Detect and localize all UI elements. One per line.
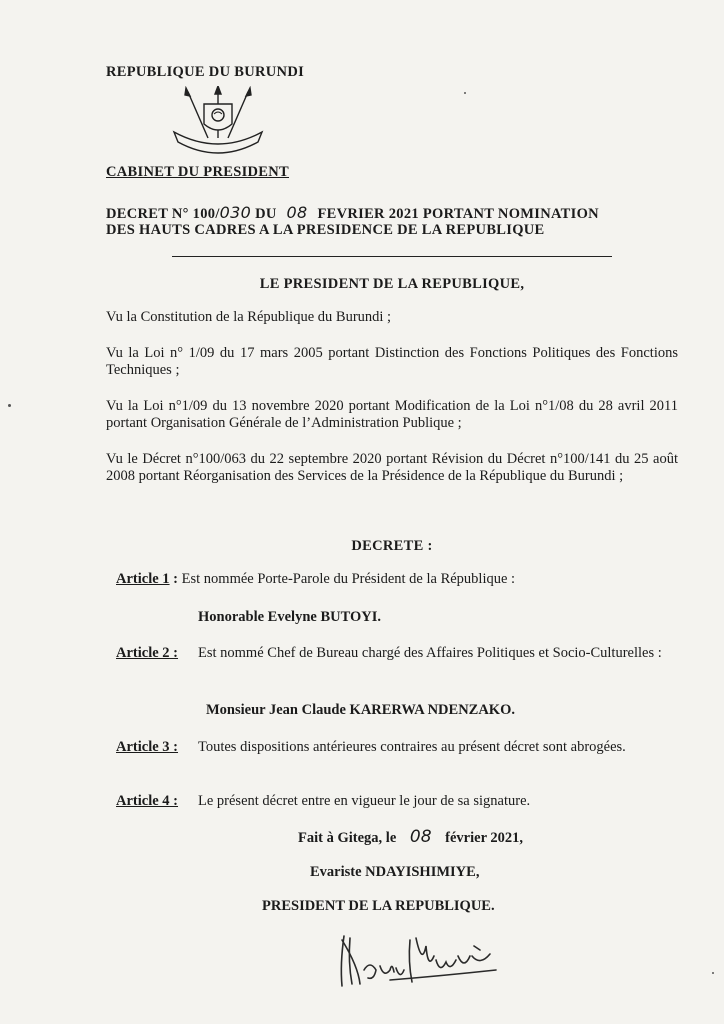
decree-du: DU — [255, 206, 277, 222]
article-1-appointee: Honorable Evelyne BUTOYI. — [198, 609, 382, 625]
cabinet-heading: CABINET DU PRESIDENT — [106, 164, 289, 180]
article-3-label-text: Article 3 — [116, 739, 170, 755]
title-divider — [172, 256, 612, 257]
decree-title-line1 — [106, 203, 599, 223]
place-date-line — [298, 829, 523, 847]
closing-day-handwritten: 08 — [409, 827, 432, 847]
article-3-text: Toutes dispositions antérieures contraires au présent décret sont abrogées. — [198, 739, 626, 755]
article-1-label: Article 1 — [116, 571, 170, 587]
president-signature — [330, 926, 510, 996]
coat-of-arms-emblem — [168, 86, 268, 158]
article-2-sep: : — [169, 645, 179, 661]
scan-speck — [712, 972, 714, 974]
place-suffix: février 2021, — [445, 830, 523, 846]
article-4-label-text: Article 4 — [116, 793, 170, 809]
decree-title-suffix: FEVRIER 2021 PORTANT NOMINATION — [317, 206, 599, 222]
president-heading: LE PRESIDENT DE LA REPUBLIQUE, — [259, 276, 525, 292]
article-2-label-text: Article 2 — [116, 645, 170, 661]
vu-loi-2020: Vu la Loi n°1/09 du 13 novembre 2020 portant Modification de la Loi n°1/08 du 28 avril 2011 portant Organisation Générale de l’Administration Publique ; — [106, 398, 678, 431]
vu-decret-2020: Vu le Décret n°100/063 du 22 septembre 2020 portant Révision du Décret n°100/141 du 25 août 2008 portant Réorganisation des Services de la Présidence de la République du Burundi ; — [106, 451, 678, 484]
article-4-sep: : — [169, 793, 179, 809]
decree-day-handwritten: 08 — [286, 203, 308, 222]
article-1-text: Est nommée Porte-Parole du Président de la République : — [181, 571, 516, 587]
article-4-label — [116, 793, 178, 810]
article-3-sep: : — [169, 739, 179, 755]
article-2-label — [116, 645, 178, 662]
article-1-sep: : — [169, 571, 182, 587]
vu-loi-2005: Vu la Loi n° 1/09 du 17 mars 2005 portant Distinction des Fonctions Politiques des Fonctions Techniques ; — [106, 345, 678, 378]
scan-speck — [464, 92, 466, 94]
article-4-text: Le présent décret entre en vigueur le jour de sa signature. — [198, 793, 531, 809]
decrete-heading: DECRETE : — [351, 538, 433, 554]
signatory-office: PRESIDENT DE LA REPUBLIQUE. — [262, 898, 495, 914]
decree-prefix: DECRET N° 100/ — [106, 206, 220, 222]
signatory-name: Evariste NDAYISHIMIYE, — [310, 864, 480, 880]
place-prefix: Fait à Gitega, le — [298, 830, 397, 846]
coat-of-arms-icon — [168, 86, 268, 158]
decree-title-line2: DES HAUTS CADRES A LA PRESIDENCE DE LA REPUBLIQUE — [106, 222, 545, 238]
article-2-appointee: Monsieur Jean Claude KARERWA NDENZAKO. — [206, 702, 515, 718]
vu-constitution: Vu la Constitution de la République du Burundi ; — [106, 309, 392, 325]
article-1 — [116, 571, 515, 588]
signature-icon — [330, 926, 510, 996]
country-heading: REPUBLIQUE DU BURUNDI — [106, 64, 305, 80]
decree-number-handwritten: 030 — [219, 203, 252, 222]
article-3-label — [116, 739, 178, 756]
scan-speck — [8, 404, 11, 407]
article-2-text: Est nommé Chef de Bureau chargé des Affaires Politiques et Socio-Culturelles : — [198, 645, 662, 661]
